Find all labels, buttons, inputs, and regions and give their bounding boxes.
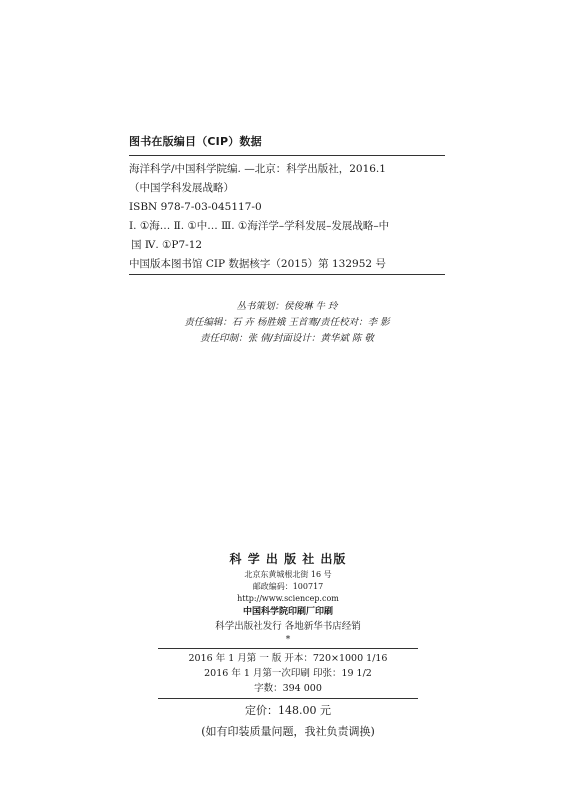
- cip-line-classification-cont: 国 Ⅳ. ①P7-12: [131, 239, 203, 251]
- cip-title: 图书在版编目（CIP）数据: [129, 135, 262, 148]
- price: 定价：148.00 元: [245, 704, 331, 717]
- quality-note: (如有印装质量问题，我社负责调换): [201, 725, 375, 738]
- edition-info: 2016 年 1 月第 一 版 开本：720×1000 1/16: [188, 653, 388, 664]
- distribution: 科学出版社发行 各地新华书店经销: [215, 621, 361, 632]
- publisher-address: 北京东黄城根北街 16 号: [244, 570, 332, 579]
- publisher-divider: [158, 648, 418, 649]
- cip-line-classification: Ⅰ. ①海… Ⅱ. ①中… Ⅲ. ①海洋学–学科发展–发展战略–中: [129, 220, 390, 232]
- cip-block: [129, 133, 449, 275]
- publisher-url: http://www.sciencep.com: [237, 594, 339, 603]
- cip-line-title: 海洋科学/中国科学院编. —北京：科学出版社，2016.1: [129, 163, 386, 175]
- publisher-postcode: 邮政编码：100717: [252, 582, 324, 591]
- cip-line-series: （中国学科发展战略）: [129, 182, 234, 194]
- cip-divider: [129, 155, 445, 156]
- print-and-cover: 责任印制：张 倩/封面设计：黄华斌 陈 敬: [200, 333, 374, 344]
- editors: 责任编辑：石 卉 杨胜娥 王首骞/责任校对：李 影: [184, 317, 390, 328]
- cip-divider-bottom: [129, 274, 445, 275]
- publisher-divider-2: [158, 698, 418, 699]
- cip-record-number: 中国版本图书馆 CIP 数据核字（2015）第 132952 号: [129, 258, 386, 270]
- publisher-name: 科 学 出 版 社 出版: [229, 552, 347, 566]
- printer: 中国科学院印刷厂印刷: [242, 607, 333, 617]
- separator-star: *: [285, 635, 291, 645]
- publisher-block: [150, 549, 426, 743]
- cip-line-isbn: ISBN 978-7-03-045117-0: [129, 201, 262, 213]
- series-planner: 丛书策划：侯俊琳 牛 玲: [236, 301, 338, 312]
- printing-info: 2016 年 1 月第一次印刷 印张：19 1/2: [204, 668, 372, 679]
- credits-block: [129, 299, 445, 347]
- word-count: 字数：394 000: [254, 683, 322, 694]
